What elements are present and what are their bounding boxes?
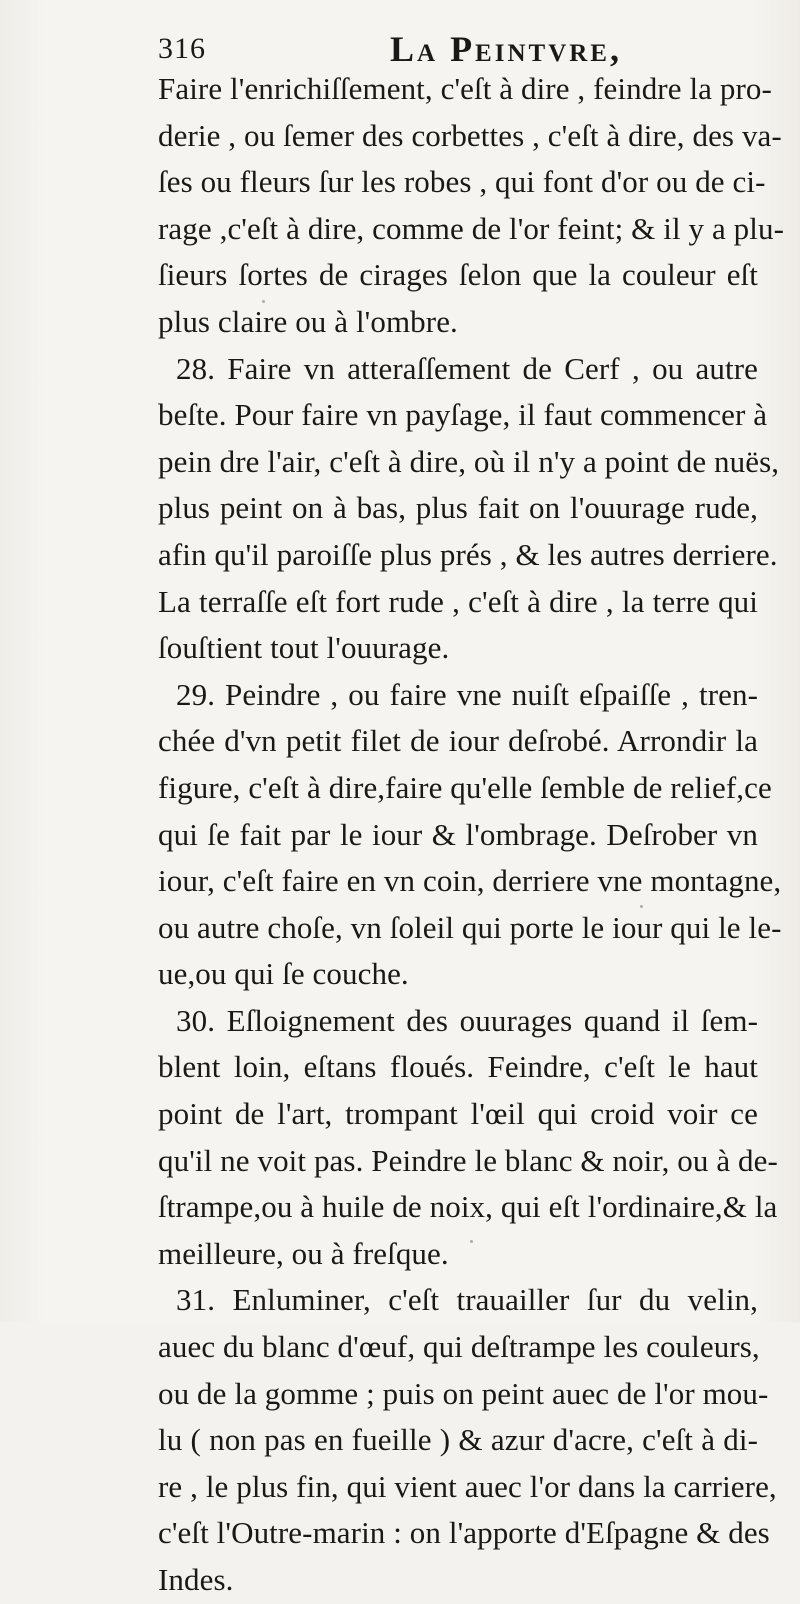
- text-line: 30. Eſloignement des ouurages quand il ſem-: [176, 1002, 758, 1038]
- text-line: ou autre choſe, vn ſoleil qui porte le iour qui le le-: [158, 909, 782, 945]
- paper-speck: [640, 905, 643, 908]
- page-number: 316: [158, 32, 206, 65]
- text-line: chée d'vn petit filet de iour deſrobé. Arrondir la: [158, 723, 758, 759]
- text-line: Indes.: [158, 1562, 234, 1597]
- text-line: 29. Peindre , ou faire vne nuiſt eſpaiſſe , tren-: [176, 676, 758, 712]
- text-line: point de l'art, trompant l'œil qui croid voir ce: [158, 1096, 758, 1132]
- paper-speck: [262, 300, 265, 303]
- text-line: plus peint on à bas, plus fait on l'ouurage rude,: [158, 490, 758, 526]
- text-line: ou de la gomme ; puis on peint auec de l'or mou-: [158, 1375, 769, 1411]
- running-title: La Peintvre,: [390, 29, 622, 69]
- text-line: ſes ou fleurs ſur les robes , qui font d'or ou de ci-: [158, 164, 766, 200]
- text-line: meilleure, ou à freſque.: [158, 1235, 449, 1271]
- text-line: ſieurs ſortes de cirages ſelon que la couleur eſt: [158, 257, 758, 293]
- text-line: 28. Faire vn atteraſſement de Cerf , ou autre: [176, 350, 758, 386]
- text-line: beſte. Pour faire vn payſage, il faut commencer à: [158, 397, 768, 433]
- text-line: re , le plus fin, qui vient auec l'or dans la carriere,: [158, 1468, 777, 1504]
- text-line: c'eſt l'Outre-marin : on l'apporte d'Eſpagne & des: [158, 1515, 770, 1551]
- paper-speck: [470, 1240, 473, 1243]
- text-line: afin qu'il paroiſſe plus prés , & les autres derriere.: [158, 536, 778, 572]
- text-line: Faire l'enrichiſſement, c'eſt à dire , feindre la pro-: [158, 71, 772, 106]
- text-line: auec du blanc d'œuf, qui deſtrampe les couleurs,: [158, 1329, 760, 1365]
- text-line: plus claire ou à l'ombre.: [158, 303, 458, 339]
- text-line: rage ,c'eſt à dire, comme de l'or feint; & il y a plu-: [158, 210, 785, 246]
- text-line: ſouſtient tout l'ouurage.: [158, 630, 450, 666]
- text-line: 31. Enluminer, c'eſt trauailler ſur du velin,: [176, 1282, 758, 1318]
- text-line: qui ſe fait par le iour & l'ombrage. Deſrober vn: [158, 816, 758, 852]
- text-line: ſtrampe,ou à huile de noix, qui eſt l'ordinaire,& la: [158, 1189, 778, 1225]
- text-line: derie , ou ſemer des corbettes , c'eſt à dire, des va-: [158, 117, 782, 153]
- text-line: ue,ou qui ſe couche.: [158, 956, 409, 992]
- text-line: figure, c'eſt à dire,faire qu'elle ſemble de relief,ce: [158, 769, 772, 805]
- text-line: blent loin, eſtans floués. Feindre, c'eſt le haut: [158, 1049, 758, 1085]
- page-header: [158, 26, 718, 70]
- text-line: lu ( non pas en fueille ) & azur d'acre, c'eſt à di-: [158, 1422, 758, 1458]
- text-line: La terraſſe eſt fort rude , c'eſt à dire , la terre qui: [158, 583, 758, 619]
- body-text: [158, 66, 785, 1604]
- text-line: qu'il ne voit pas. Peindre le blanc & noir, ou à de-: [158, 1142, 778, 1178]
- text-line: iour, c'eſt faire en vn coin, derriere vne montagne,: [158, 863, 782, 899]
- text-line: pein dre l'air, c'eſt à dire, où il n'y a point de nuës,: [158, 443, 780, 479]
